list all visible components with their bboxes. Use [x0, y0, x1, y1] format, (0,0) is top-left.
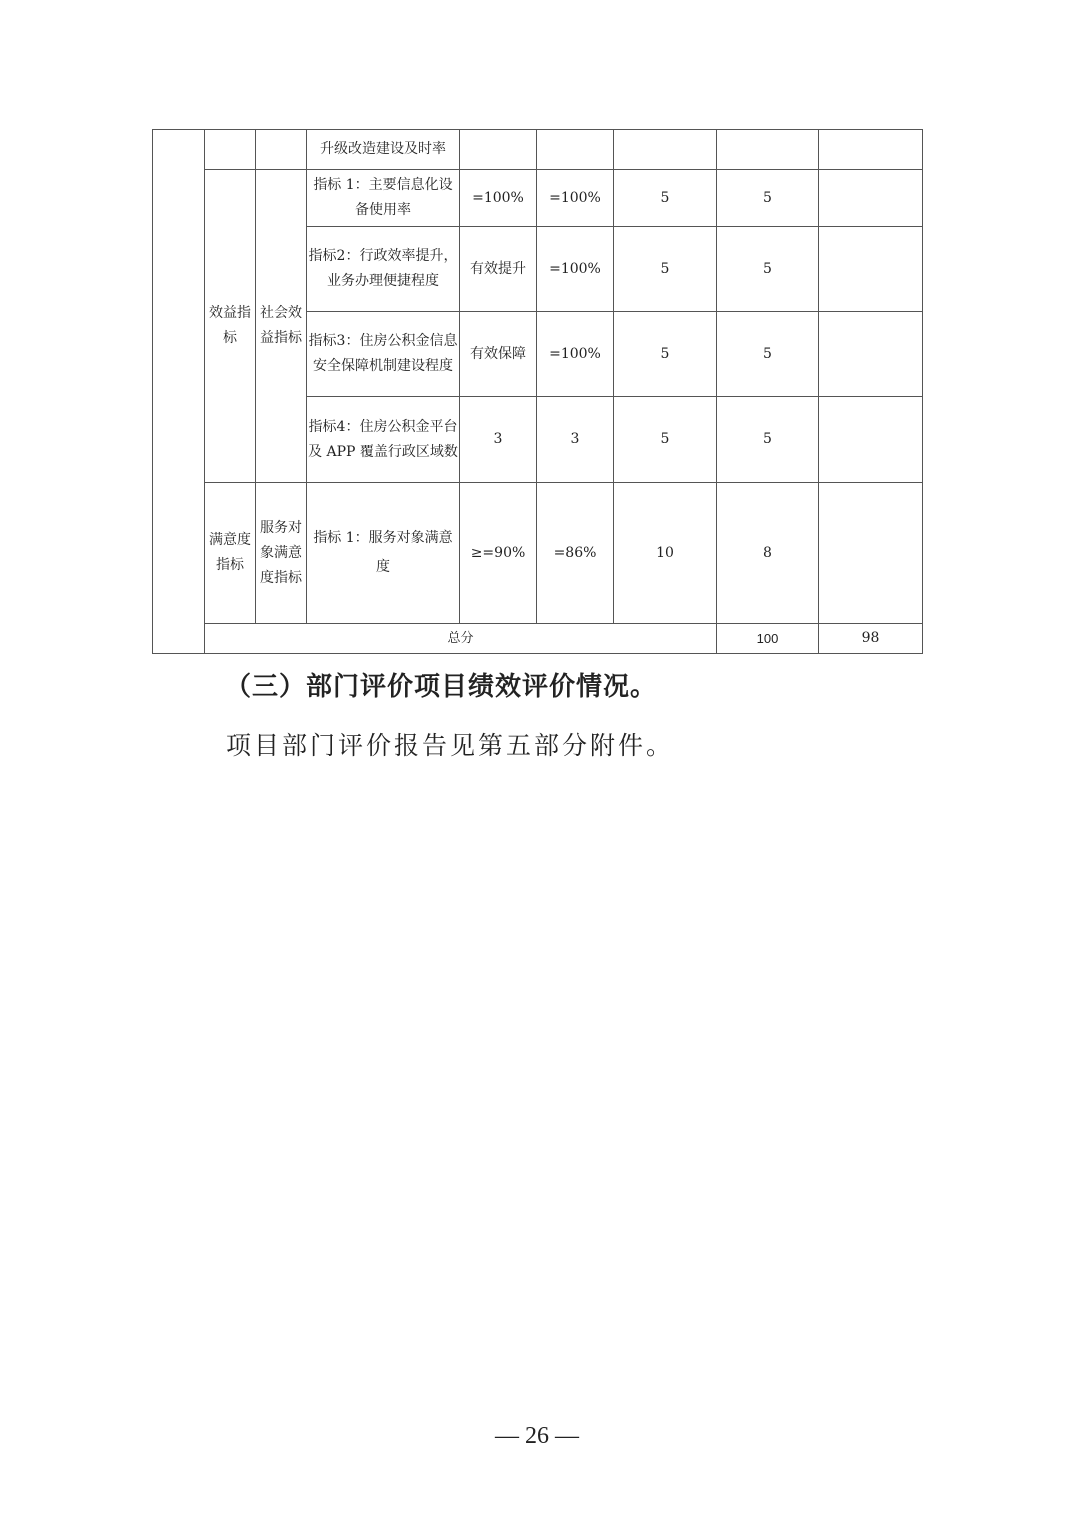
indicator-cell: 指标2：行政效率提升，业务办理便捷程度: [307, 227, 460, 312]
table-row: [153, 130, 923, 170]
target-cell: ≥=90%: [460, 483, 537, 624]
remark-cell: [819, 483, 923, 624]
weight-cell: 5: [614, 170, 717, 227]
actual-cell: =100%: [537, 170, 614, 227]
benefit-level2-cell: 社会效益指标: [256, 170, 307, 483]
indicator-cell: 指标 1：主要信息化设备使用率: [307, 170, 460, 227]
weight-cell: 10: [614, 483, 717, 624]
page-number: — 26 —: [495, 1423, 579, 1449]
body-paragraph: 项目部门评价报告见第五部分附件。: [226, 731, 675, 760]
total-row: [153, 624, 923, 654]
score-cell: 5: [717, 312, 819, 397]
total-weight-cell: 100: [717, 624, 819, 654]
indicator-cell: 指标3：住房公积金信息安全保障机制建设程度: [307, 312, 460, 397]
score-cell: [717, 130, 819, 170]
target-cell: =100%: [460, 170, 537, 227]
actual-cell: =100%: [537, 227, 614, 312]
category-cell: [153, 130, 205, 654]
score-cell: 8: [717, 483, 819, 624]
performance-table: [152, 129, 923, 654]
table-row: [153, 483, 923, 624]
remark-cell: [819, 397, 923, 483]
weight-cell: 5: [614, 227, 717, 312]
score-cell: 5: [717, 227, 819, 312]
total-label-cell: 总分: [205, 624, 717, 654]
indicator-cell: 指标 1：服务对象满意度: [307, 483, 460, 624]
remark-cell: [819, 312, 923, 397]
level1-cell: [205, 130, 256, 170]
target-cell: 3: [460, 397, 537, 483]
weight-cell: [614, 130, 717, 170]
score-cell: 5: [717, 397, 819, 483]
target-cell: 有效保障: [460, 312, 537, 397]
table-row: [153, 170, 923, 227]
indicator-cell: 指标4：住房公积金平台及 APP 覆盖行政区域数: [307, 397, 460, 483]
weight-cell: 5: [614, 397, 717, 483]
target-cell: [460, 130, 537, 170]
indicator-cell: 升级改造建设及时率: [307, 130, 460, 170]
actual-cell: [537, 130, 614, 170]
actual-cell: 3: [537, 397, 614, 483]
weight-cell: 5: [614, 312, 717, 397]
section-heading: （三）部门评价项目绩效评价情况。: [225, 672, 658, 702]
remark-cell: [819, 227, 923, 312]
benefit-level1-cell: 效益指标: [205, 170, 256, 483]
target-cell: 有效提升: [460, 227, 537, 312]
satisfaction-level1-cell: 满意度指标: [205, 483, 256, 624]
remark-cell: [819, 170, 923, 227]
satisfaction-level2-cell: 服务对象满意度指标: [256, 483, 307, 624]
remark-cell: [819, 130, 923, 170]
actual-cell: =100%: [537, 312, 614, 397]
total-score-cell: 98: [819, 624, 923, 654]
level2-cell: [256, 130, 307, 170]
score-cell: 5: [717, 170, 819, 227]
actual-cell: =86%: [537, 483, 614, 624]
